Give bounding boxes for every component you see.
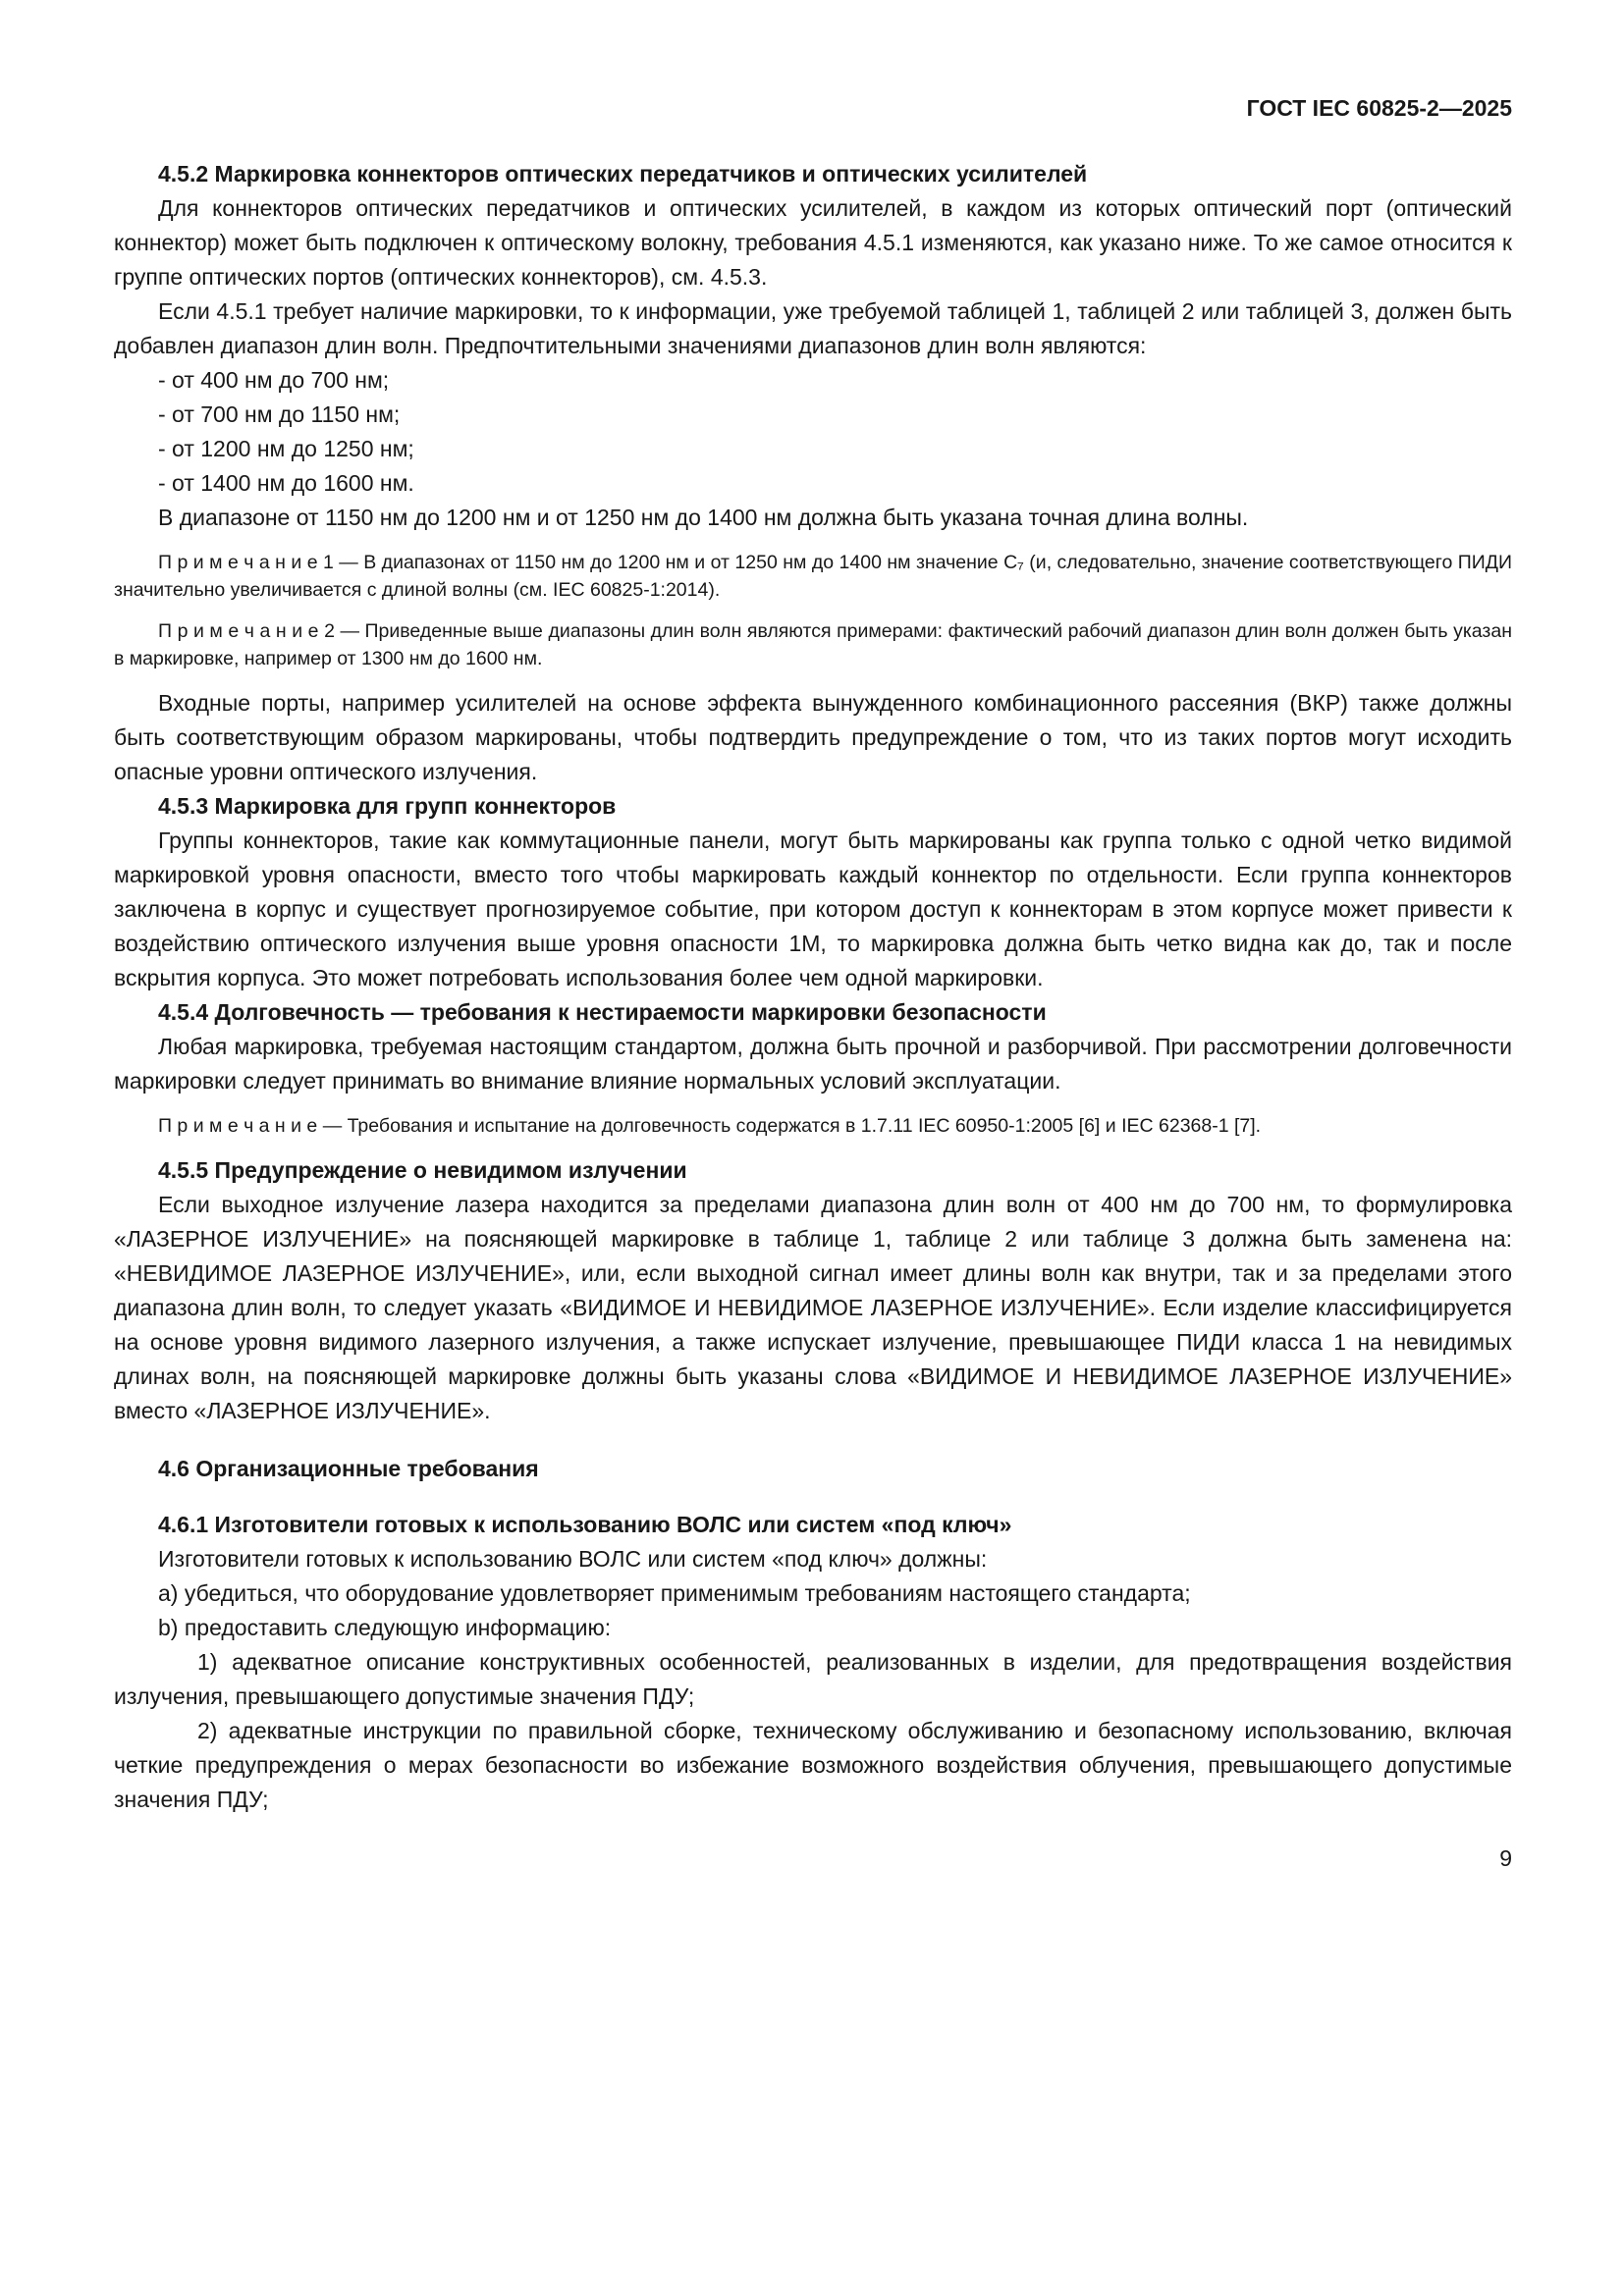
- section-heading: 4.6 Организационные требования: [158, 1456, 539, 1481]
- paragraph: Для коннекторов оптических передатчиков и оптических усилителей, в каждом из которых оптический порт (оптический коннектор) может быть подключен к оптическому волокну, требования 4.5.1 изменяются, как указано ниже. То же самое относится к группе оптических портов (оптических коннекторов), см. 4.5.3.: [114, 195, 1512, 290]
- paragraph: Если выходное излучение лазера находится за пределами диапазона длин волн от 400 нм до 700 нм, то формулировка «ЛАЗЕРНОЕ ИЗЛУЧЕНИЕ» на поясняющей маркировке в таблице 1, таблице 2 или таблице 3 должна быть заменена на: «НЕВИДИМОЕ ЛАЗЕРНОЕ ИЗЛУЧЕНИЕ», или, если выходной сигнал имеет длины волн как внутри, так и за пределами этого диапазона длин волн, то следует указать «ВИДИМОЕ И НЕВИДИМОЕ ЛАЗЕРНОЕ ИЗЛУЧЕНИЕ». Если изделие классифицируется на основе уровня видимого лазерного излучения, а также испускает излучение, превышающее ПИДИ класса 1 на невидимых длинах волн, на поясняющей маркировке должны быть указаны слова «ВИДИМОЕ И НЕВИДИМОЕ ЛАЗЕРНОЕ ИЗЛУЧЕНИЕ» вместо «ЛАЗЕРНОЕ ИЗЛУЧЕНИЕ».: [114, 1192, 1512, 1423]
- paragraph: Группы коннекторов, такие как коммутационные панели, могут быть маркированы как группа только с одной четко видимой маркировкой уровня опасности, вместо того чтобы маркировать каждый коннектор по отдельности. Если группа коннекторов заключена в корпус и существует прогнозируемое событие, при котором доступ к коннекторам в этом корпусе может привести к воздействию оптического излучения выше уровня опасности 1М, то маркировка должна быть четко видна как до, так и после вскрытия корпуса. Это может потребовать использования более чем одной маркировки.: [114, 828, 1512, 990]
- paragraph: Изготовители готовых к использованию ВОЛС или систем «под ключ» должны:: [158, 1546, 988, 1572]
- clause-heading: 4.5.5 Предупреждение о невидимом излучении: [158, 1157, 687, 1183]
- paragraph: Если 4.5.1 требует наличие маркировки, то к информации, уже требуемой таблицей 1, таблицей 2 или таблицей 3, должен быть добавлен диапазон длин волн. Предпочтительными значениями диапазонов длин волн являются:: [114, 298, 1512, 358]
- list-item: - от 1200 нм до 1250 нм;: [158, 436, 414, 461]
- paragraph: b) предоставить следующую информацию:: [158, 1615, 612, 1640]
- document-header: ГОСТ IEC 60825-2—2025: [1246, 95, 1512, 121]
- note: П р и м е ч а н и е 2 — Приведенные выше диапазоны длин волн являются примерами: фактический рабочий диапазон длин волн должен быть указан в маркировке, например от 1300 нм до 1600 нм.: [114, 620, 1512, 669]
- paragraph: Входные порты, например усилителей на основе эффекта вынужденного комбинационного рассеяния (ВКР) также должны быть соответствующим образом маркированы, чтобы подтвердить предупреждение о том, что из таких портов могут исходить опасные уровни оптического излучения.: [114, 690, 1512, 784]
- document-body: [114, 157, 1512, 1817]
- sub-item: 1) адекватное описание конструктивных особенностей, реализованных в изделии, для предотвращения воздействия излучения, превышающего допустимые значения ПДУ;: [114, 1649, 1512, 1709]
- page-number: 9: [1499, 1845, 1512, 1871]
- subsection-heading: 4.6.1 Изготовители готовых к использованию ВОЛС или систем «под ключ»: [158, 1512, 1012, 1537]
- paragraph: a) убедиться, что оборудование удовлетворяет применимым требованиям настоящего стандарта;: [158, 1580, 1191, 1606]
- clause-heading: 4.5.2 Маркировка коннекторов оптических передатчиков и оптических усилителей: [158, 161, 1088, 187]
- clause-heading: 4.5.4 Долговечность — требования к нестираемости маркировки безопасности: [158, 999, 1047, 1025]
- list-item: - от 1400 нм до 1600 нм.: [158, 470, 414, 496]
- note: П р и м е ч а н и е 1 — В диапазонах от 1150 нм до 1200 нм и от 1250 нм до 1400 нм значение С₇ (и, следовательно, значение соответствующего ПИДИ значительно увеличивается с длиной волны (см. IEC 60825-1:2014).: [114, 552, 1512, 601]
- paragraph: Любая маркировка, требуемая настоящим стандартом, должна быть прочной и разборчивой. При рассмотрении долговечности маркировки следует принимать во внимание влияние нормальных условий эксплуатации.: [114, 1034, 1512, 1094]
- sub-item: 2) адекватные инструкции по правильной сборке, техническому обслуживанию и безопасному использованию, включая четкие предупреждения о мерах безопасности во избежание возможного воздействия облучения, превышающего допустимые значения ПДУ;: [114, 1718, 1512, 1812]
- list-item: - от 700 нм до 1150 нм;: [158, 401, 401, 427]
- list-item: - от 400 нм до 700 нм;: [158, 367, 390, 393]
- clause-heading: 4.5.3 Маркировка для групп коннекторов: [158, 793, 617, 819]
- note: П р и м е ч а н и е — Требования и испытание на долговечность содержатся в 1.7.11 IEC 60950-1:2005 [6] и IEC 62368-1 [7].: [158, 1115, 1262, 1137]
- paragraph: В диапазоне от 1150 нм до 1200 нм и от 1250 нм до 1400 нм должна быть указана точная длина волны.: [158, 505, 1249, 530]
